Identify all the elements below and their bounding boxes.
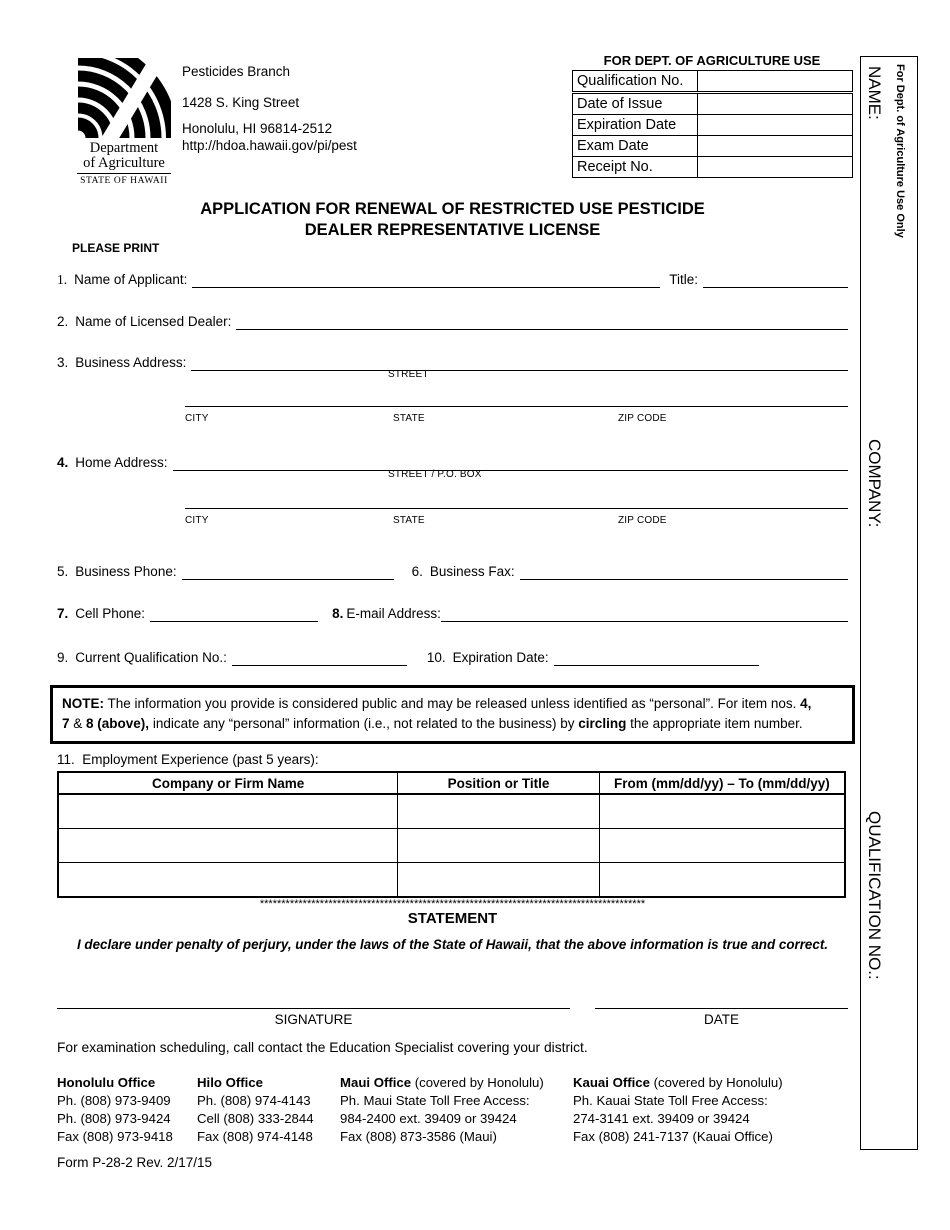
dept-use-table [572, 70, 853, 178]
business-phone-label: Business Phone: [75, 564, 177, 579]
email-blank[interactable] [441, 605, 848, 622]
receipt-no-field[interactable] [698, 157, 853, 178]
cell-phone-blank[interactable] [150, 605, 318, 622]
item-11-label: 11. Employment Experience (past 5 years): [57, 752, 319, 767]
signature-line[interactable] [57, 1008, 570, 1009]
date-of-issue-field[interactable] [698, 93, 853, 115]
item-7-8-row [57, 605, 848, 622]
item-5-6-row [57, 563, 848, 580]
expiration-date-label: Expiration Date [573, 115, 698, 136]
business-phone-blank[interactable] [182, 563, 394, 580]
item-1-row [57, 271, 848, 288]
emp-cell-dates-2[interactable] [599, 829, 845, 863]
licensed-dealer-blank[interactable] [236, 313, 848, 330]
exam-date-field[interactable] [698, 136, 853, 157]
logo-dept-name: Department of Agriculture [83, 140, 165, 171]
hdoa-emblem-icon [78, 58, 171, 138]
qualification-no-field[interactable] [698, 71, 853, 93]
emp-cell-company-3[interactable] [58, 863, 398, 898]
honolulu-office-block: Honolulu Office Ph. (808) 973-9409 Ph. (808) 973-9424 Fax (808) 973-9418 [57, 1075, 173, 1144]
employment-table [57, 771, 846, 898]
logo-rule [77, 173, 171, 174]
statement-divider: ****************************************************************************************** [259, 898, 646, 910]
business-street-blank[interactable] [191, 354, 848, 371]
home-zip-caption: ZIP CODE [618, 515, 667, 526]
emp-header-position: Position or Title [398, 772, 600, 794]
emp-row-1 [58, 794, 845, 829]
item-9-number: 9. [57, 650, 69, 665]
cell-phone-label: Cell Phone: [75, 606, 146, 621]
emp-header-company: Company or Firm Name [58, 772, 398, 794]
business-fax-blank[interactable] [520, 563, 848, 580]
business-city-caption: CITY [185, 413, 209, 424]
applicant-name-blank[interactable] [192, 271, 660, 288]
business-fax-label: Business Fax: [429, 564, 515, 579]
emp-cell-dates-1[interactable] [599, 794, 845, 829]
side-qualification-label: QUALIFICATION NO.: [865, 811, 884, 980]
statement-declaration: I declare under penalty of perjury, under the laws of the State of Hawaii, that the above information is true and correct. [76, 937, 828, 952]
exam-date-label: Exam Date [573, 136, 698, 157]
item-7-number: 7. [57, 606, 69, 621]
statement-heading: STATEMENT [407, 910, 498, 927]
date-of-issue-label: Date of Issue [573, 93, 698, 115]
current-qualification-label: Current Qualification No.: [75, 650, 227, 665]
applicant-name-label: Name of Applicant: [74, 272, 188, 287]
emp-row-3 [58, 863, 845, 898]
please-print-label: PLEASE PRINT [72, 241, 160, 255]
branch-street: 1428 S. King Street [182, 95, 300, 110]
item-8-number: 8. [332, 606, 344, 621]
emp-row-2 [58, 829, 845, 863]
branch-name: Pesticides Branch [182, 64, 291, 79]
note-line-1: NOTE: The information you provide is considered public and may be released unless identified as “personal”. For item nos. 4, [62, 696, 812, 711]
expiration-date-item-label: Expiration Date: [452, 650, 549, 665]
item-6-number: 6. [411, 564, 423, 579]
emp-cell-position-2[interactable] [398, 829, 600, 863]
emp-cell-position-3[interactable] [398, 863, 600, 898]
emp-header-dates: From (mm/dd/yy) – To (mm/dd/yy) [599, 772, 845, 794]
home-address-label: Home Address: [75, 455, 168, 470]
dept-use-side-strip [860, 56, 918, 1150]
item-10-number: 10. [426, 650, 446, 665]
title-label: Title: [669, 272, 698, 287]
hdoa-logo [75, 58, 173, 186]
form-number: Form P-28-2 Rev. 2/17/15 [57, 1155, 213, 1170]
item-2-row [57, 313, 848, 330]
kauai-office-block: Kauai Office (covered by Honolulu) Ph. Kauai State Toll Free Access: 274-3141 ext. 39409 or 39424 Fax (808) 241-7137 (Kauai Office) [573, 1075, 783, 1144]
emp-cell-company-2[interactable] [58, 829, 398, 863]
public-info-note [50, 685, 855, 744]
form-title: APPLICATION FOR RENEWAL OF RESTRICTED USE PESTICIDE DEALER REPRESENTATIVE LICENSE [200, 200, 705, 239]
business-street-caption: STREET [388, 369, 429, 380]
date-label: DATE [703, 1012, 739, 1027]
date-line[interactable] [595, 1008, 848, 1009]
signature-label: SIGNATURE [274, 1012, 353, 1027]
receipt-no-label: Receipt No. [573, 157, 698, 178]
side-name-label: NAME: [865, 66, 884, 120]
emp-cell-dates-3[interactable] [599, 863, 845, 898]
side-dept-only-label: For Dept. of Agriculture Use Only [894, 64, 906, 238]
branch-url: http://hdoa.hawaii.gov/pi/pest [182, 138, 357, 153]
title-blank[interactable] [703, 271, 848, 288]
home-street-caption: STREET / P.O. BOX [388, 469, 482, 480]
business-city-state-zip-blank[interactable] [185, 406, 848, 407]
item-3-number: 3. [57, 355, 69, 370]
maui-office-block: Maui Office (covered by Honolulu) Ph. Maui State Toll Free Access: 984-2400 ext. 39409 or 39424 Fax (808) 873-3586 (Maui) [340, 1075, 544, 1144]
item-5-number: 5. [57, 564, 69, 579]
email-label: E-mail Address: [346, 606, 441, 621]
logo-state: STATE OF HAWAII [80, 176, 168, 186]
expiration-date-field[interactable] [698, 115, 853, 136]
note-line-2: 7 & 8 (above), indicate any “personal” information (i.e., not related to the business) by circling the appropriate item number. [62, 716, 803, 731]
item-1-number: 1. [57, 272, 68, 287]
home-street-blank[interactable] [173, 454, 848, 471]
item-3-row [57, 354, 848, 371]
emp-cell-position-1[interactable] [398, 794, 600, 829]
item-9-10-row [57, 649, 848, 666]
emp-cell-company-1[interactable] [58, 794, 398, 829]
home-city-caption: CITY [185, 515, 209, 526]
expiration-date-blank[interactable] [554, 649, 759, 666]
current-qualification-blank[interactable] [232, 649, 407, 666]
dept-use-heading: FOR DEPT. OF AGRICULTURE USE [603, 53, 821, 68]
qualification-no-label: Qualification No. [573, 71, 698, 93]
business-address-label: Business Address: [75, 355, 187, 370]
side-company-label: COMPANY: [865, 439, 884, 528]
home-state-caption: STATE [393, 515, 425, 526]
hilo-office-block: Hilo Office Ph. (808) 974-4143 Cell (808) 333-2844 Fax (808) 974-4148 [197, 1075, 314, 1144]
business-zip-caption: ZIP CODE [618, 413, 667, 424]
branch-city: Honolulu, HI 96814-2512 [182, 121, 333, 136]
exam-scheduling-note: For examination scheduling, call contact the Education Specialist covering your district. [57, 1040, 588, 1055]
item-4-number: 4. [57, 455, 69, 470]
home-city-state-zip-blank[interactable] [185, 508, 848, 509]
licensed-dealer-label: Name of Licensed Dealer: [75, 314, 232, 329]
business-state-caption: STATE [393, 413, 425, 424]
item-2-number: 2. [57, 314, 69, 329]
